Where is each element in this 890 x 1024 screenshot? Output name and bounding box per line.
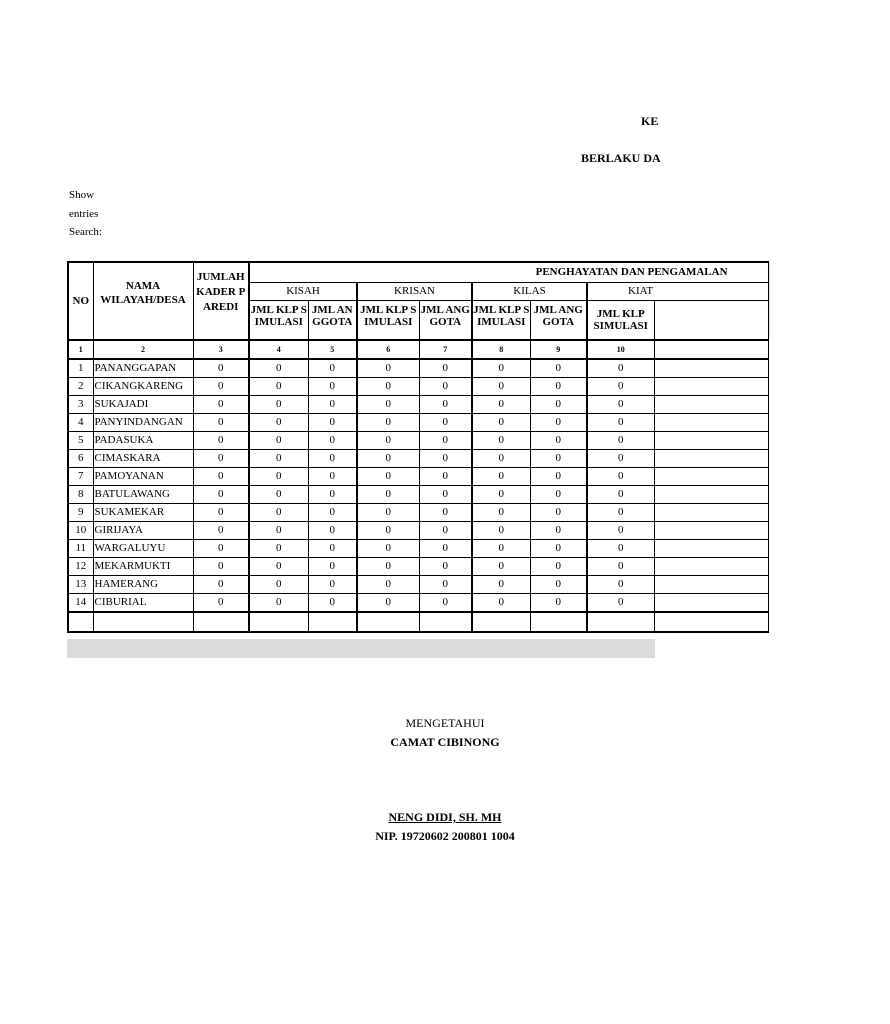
value-cell: 0 <box>530 414 587 432</box>
value-cell: 0 <box>587 540 654 558</box>
col-header-group: PENGHAYATAN DAN PENGAMALAN <box>249 262 768 283</box>
value-cell: 0 <box>357 540 419 558</box>
col-header-no: NO <box>68 262 93 340</box>
value-cell: 0 <box>249 576 308 594</box>
signer-nip: NIP. 19720602 200801 1004 <box>375 829 515 843</box>
blank-cell <box>587 612 654 632</box>
row-number: 12 <box>68 558 93 576</box>
value-cell: 0 <box>193 522 249 540</box>
value-cell: 0 <box>357 396 419 414</box>
sub-header: JML ANGGOTA <box>308 301 357 341</box>
blank-cell <box>193 612 249 632</box>
value-cell: 0 <box>193 450 249 468</box>
row-number: 8 <box>68 486 93 504</box>
village-name: PANYINDANGAN <box>93 414 193 432</box>
village-name: HAMERANG <box>93 576 193 594</box>
value-cell: 0 <box>472 486 530 504</box>
value-cell: 0 <box>193 378 249 396</box>
table-row <box>68 540 768 558</box>
value-cell: 0 <box>587 378 654 396</box>
value-cell: 0 <box>472 558 530 576</box>
village-name: CIKANGKARENG <box>93 378 193 396</box>
blank-cell <box>530 612 587 632</box>
table-row <box>68 432 768 450</box>
value-cell: 0 <box>587 468 654 486</box>
col-header-kilas: KILAS <box>472 283 587 301</box>
value-cell: 0 <box>357 359 419 378</box>
value-cell: 0 <box>587 522 654 540</box>
value-cell: 0 <box>530 540 587 558</box>
value-cell: 0 <box>249 414 308 432</box>
value-cell: 0 <box>587 594 654 613</box>
row-number: 2 <box>68 378 93 396</box>
row-number: 13 <box>68 576 93 594</box>
village-name: PADASUKA <box>93 432 193 450</box>
table-row <box>68 504 768 522</box>
value-cell: 0 <box>357 378 419 396</box>
value-cell <box>654 486 768 504</box>
value-cell: 0 <box>193 359 249 378</box>
col-number: 6 <box>357 340 419 359</box>
page-title: KE <box>641 114 659 128</box>
col-header-kiat: KIAT <box>587 283 768 301</box>
value-cell: 0 <box>357 432 419 450</box>
sub-header: JML KLP SIMULASI <box>472 301 530 341</box>
value-cell: 0 <box>530 486 587 504</box>
row-number: 14 <box>68 594 93 613</box>
table-row <box>68 414 768 432</box>
value-cell: 0 <box>249 432 308 450</box>
row-number: 9 <box>68 504 93 522</box>
village-name: CIBURIAL <box>93 594 193 613</box>
blank-cell <box>93 612 193 632</box>
value-cell: 0 <box>193 468 249 486</box>
sub-header: JML ANGGOTA <box>530 301 587 341</box>
value-cell: 0 <box>249 504 308 522</box>
signer-name: NENG DIDI, SH. MH <box>388 810 502 824</box>
value-cell: 0 <box>530 594 587 613</box>
value-cell: 0 <box>308 468 357 486</box>
value-cell: 0 <box>357 504 419 522</box>
entries-label: entries <box>69 208 99 220</box>
value-cell: 0 <box>193 432 249 450</box>
value-cell: 0 <box>472 468 530 486</box>
value-cell: 0 <box>587 359 654 378</box>
value-cell: 0 <box>419 468 472 486</box>
sub-header: JML KLP SIMULASI <box>357 301 419 341</box>
village-name: SUKAJADI <box>93 396 193 414</box>
value-cell: 0 <box>249 540 308 558</box>
data-table-region <box>67 261 728 659</box>
blank-cell <box>249 612 308 632</box>
blank-cell <box>357 612 419 632</box>
value-cell: 0 <box>587 576 654 594</box>
value-cell: 0 <box>193 504 249 522</box>
value-cell: 0 <box>249 396 308 414</box>
col-header-kisah: KISAH <box>249 283 357 301</box>
value-cell: 0 <box>308 414 357 432</box>
value-cell: 0 <box>193 558 249 576</box>
value-cell: 0 <box>308 396 357 414</box>
table-footer-shade <box>67 639 655 658</box>
value-cell <box>654 504 768 522</box>
value-cell: 0 <box>357 486 419 504</box>
value-cell: 0 <box>472 450 530 468</box>
value-cell <box>654 558 768 576</box>
value-cell: 0 <box>193 576 249 594</box>
value-cell: 0 <box>308 540 357 558</box>
value-cell: 0 <box>419 576 472 594</box>
value-cell: 0 <box>193 414 249 432</box>
blank-cell <box>472 612 530 632</box>
value-cell: 0 <box>357 594 419 613</box>
value-cell <box>654 576 768 594</box>
value-cell: 0 <box>587 396 654 414</box>
value-cell: 0 <box>587 414 654 432</box>
value-cell: 0 <box>472 576 530 594</box>
value-cell: 0 <box>357 414 419 432</box>
value-cell: 0 <box>419 396 472 414</box>
value-cell: 0 <box>587 504 654 522</box>
value-cell: 0 <box>308 576 357 594</box>
value-cell <box>654 468 768 486</box>
row-number: 3 <box>68 396 93 414</box>
blank-row <box>68 612 768 632</box>
value-cell: 0 <box>587 432 654 450</box>
village-name: BATULAWANG <box>93 486 193 504</box>
table-row <box>68 486 768 504</box>
value-cell: 0 <box>419 522 472 540</box>
col-number: 3 <box>193 340 249 359</box>
value-cell <box>654 359 768 378</box>
camat-title: CAMAT CIBINONG <box>390 735 500 749</box>
value-cell: 0 <box>308 359 357 378</box>
value-cell: 0 <box>249 558 308 576</box>
table-row <box>68 359 768 378</box>
col-header-krisan: KRISAN <box>357 283 472 301</box>
value-cell: 0 <box>419 504 472 522</box>
value-cell: 0 <box>530 558 587 576</box>
table-row <box>68 396 768 414</box>
value-cell: 0 <box>419 486 472 504</box>
value-cell: 0 <box>357 522 419 540</box>
value-cell: 0 <box>472 522 530 540</box>
row-number: 1 <box>68 359 93 378</box>
value-cell: 0 <box>530 450 587 468</box>
value-cell: 0 <box>357 558 419 576</box>
village-name: MEKARMUKTI <box>93 558 193 576</box>
value-cell: 0 <box>472 594 530 613</box>
table-row <box>68 558 768 576</box>
value-cell: 0 <box>249 594 308 613</box>
col-header-nama: NAMA WILAYAH/DESA <box>93 262 193 340</box>
value-cell: 0 <box>419 594 472 613</box>
row-number: 5 <box>68 432 93 450</box>
value-cell: 0 <box>530 468 587 486</box>
show-label: Show <box>69 189 95 201</box>
value-cell: 0 <box>472 378 530 396</box>
value-cell: 0 <box>308 558 357 576</box>
value-cell: 0 <box>530 576 587 594</box>
value-cell: 0 <box>357 468 419 486</box>
value-cell: 0 <box>587 486 654 504</box>
value-cell <box>654 450 768 468</box>
value-cell: 0 <box>419 558 472 576</box>
value-cell: 0 <box>472 396 530 414</box>
value-cell: 0 <box>419 359 472 378</box>
blank-cell <box>419 612 472 632</box>
value-cell: 0 <box>193 396 249 414</box>
value-cell: 0 <box>530 522 587 540</box>
row-number: 10 <box>68 522 93 540</box>
col-number: 8 <box>472 340 530 359</box>
blank-cell <box>654 612 768 632</box>
table-row <box>68 522 768 540</box>
value-cell: 0 <box>587 558 654 576</box>
value-cell: 0 <box>193 540 249 558</box>
col-number: 5 <box>308 340 357 359</box>
value-cell: 0 <box>249 486 308 504</box>
value-cell: 0 <box>308 378 357 396</box>
village-name: SUKAMEKAR <box>93 504 193 522</box>
sub-header: JML KLP SIMULASI <box>249 301 308 341</box>
value-cell <box>654 378 768 396</box>
value-cell: 0 <box>472 540 530 558</box>
village-name: CIMASKARA <box>93 450 193 468</box>
village-name: PAMOYANAN <box>93 468 193 486</box>
sub-header: JML KLP SIMULASI <box>587 301 654 341</box>
value-cell: 0 <box>530 396 587 414</box>
search-label: Search: <box>69 226 102 238</box>
col-number: 10 <box>587 340 654 359</box>
value-cell: 0 <box>472 414 530 432</box>
value-cell: 0 <box>419 378 472 396</box>
value-cell <box>654 432 768 450</box>
village-name: WARGALUYU <box>93 540 193 558</box>
data-table <box>67 261 769 633</box>
value-cell: 0 <box>193 486 249 504</box>
table-row <box>68 594 768 613</box>
value-cell <box>654 540 768 558</box>
value-cell: 0 <box>530 359 587 378</box>
row-number: 7 <box>68 468 93 486</box>
value-cell: 0 <box>308 504 357 522</box>
value-cell: 0 <box>419 414 472 432</box>
village-name: GIRIJAYA <box>93 522 193 540</box>
value-cell: 0 <box>249 450 308 468</box>
value-cell: 0 <box>249 522 308 540</box>
col-number: 1 <box>68 340 93 359</box>
value-cell: 0 <box>357 576 419 594</box>
col-number: 9 <box>530 340 587 359</box>
value-cell: 0 <box>308 486 357 504</box>
value-cell: 0 <box>419 540 472 558</box>
row-number: 4 <box>68 414 93 432</box>
sub-header: JML ANGGOTA <box>419 301 472 341</box>
col-number: 4 <box>249 340 308 359</box>
value-cell: 0 <box>419 432 472 450</box>
value-cell: 0 <box>587 450 654 468</box>
col-number <box>654 340 768 359</box>
col-number: 7 <box>419 340 472 359</box>
value-cell: 0 <box>308 594 357 613</box>
value-cell: 0 <box>308 522 357 540</box>
value-cell: 0 <box>308 432 357 450</box>
table-row <box>68 576 768 594</box>
value-cell: 0 <box>530 432 587 450</box>
village-name: PANANGGAPAN <box>93 359 193 378</box>
col-number: 2 <box>93 340 193 359</box>
value-cell: 0 <box>249 468 308 486</box>
value-cell <box>654 522 768 540</box>
value-cell: 0 <box>530 504 587 522</box>
table-row <box>68 468 768 486</box>
sub-header <box>654 301 768 341</box>
value-cell <box>654 594 768 613</box>
row-number: 6 <box>68 450 93 468</box>
page-subtitle: BERLAKU DA <box>581 151 661 165</box>
value-cell: 0 <box>308 450 357 468</box>
value-cell: 0 <box>419 450 472 468</box>
col-header-jumlah: JUMLAH KADER PAREDI <box>193 262 249 340</box>
value-cell: 0 <box>472 432 530 450</box>
value-cell: 0 <box>472 359 530 378</box>
table-row <box>68 450 768 468</box>
mengetahui-label: MENGETAHUI <box>405 716 485 730</box>
value-cell <box>654 396 768 414</box>
value-cell <box>654 414 768 432</box>
table-row <box>68 378 768 396</box>
value-cell: 0 <box>472 504 530 522</box>
value-cell: 0 <box>357 450 419 468</box>
blank-cell <box>68 612 93 632</box>
value-cell: 0 <box>249 359 308 378</box>
value-cell: 0 <box>530 378 587 396</box>
value-cell: 0 <box>193 594 249 613</box>
value-cell: 0 <box>249 378 308 396</box>
blank-cell <box>308 612 357 632</box>
row-number: 11 <box>68 540 93 558</box>
